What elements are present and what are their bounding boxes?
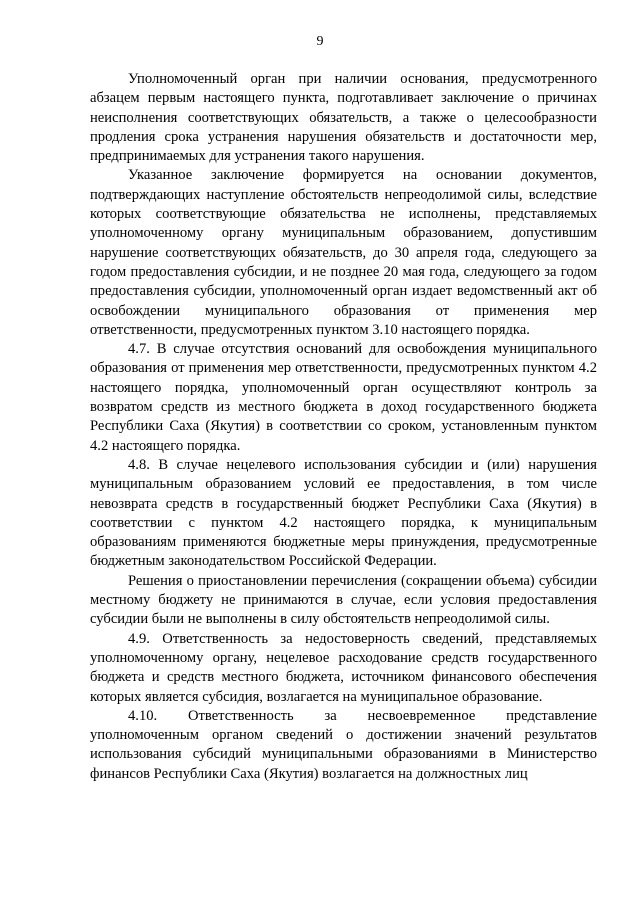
paragraph: Уполномоченный орган при наличии основания, предусмотренного абзацем первым настоящего пункта, подготавливает заключение о причинах неисполнения соответствующих обязательств, а также о целесообразности продления срока устранения нарушения обязательств и достаточности мер, предпринимаемых для устранения такого нарушения. — [90, 71, 597, 165]
paragraph: 4.10. Ответственность за несвоевременное представление уполномоченным органом сведений о достижении значений результатов использования субсидий муниципальными образованиями в Министерство финансов Республики Саха (Якутия) возлагается на должностных лиц — [90, 707, 597, 782]
paragraph: 4.8. В случае нецелевого использования субсидии и (или) нарушения муниципальным образованием условий ее предоставления, в том числе невозврата средств в государственный бюджет Республики Саха (Якутия) в соответствии с пунктом 4.2 настоящего порядка, к муниципальным образованиям применяются бюджетные меры принуждения, предусмотренные бюджетным законодательством Российской Федерации. — [90, 456, 597, 570]
paragraph: 4.9. Ответственность за недостоверность сведений, представляемых уполномоченному органу, нецелевое расходование средств государственного бюджета и средств местного бюджета, источником финансового обеспечения которых является субсидия, возлагается на муниципальное образование. — [90, 630, 597, 705]
paragraph: Решения о приостановлении перечисления (сокращении объема) субсидии местному бюджету не принимаются в случае, если условия предоставления субсидии были не выполнены в силу обстоятельств непреодолимой силы. — [90, 572, 597, 628]
page-number: 9 — [316, 34, 324, 49]
paragraph: Указанное заключение формируется на основании документов, подтверждающих наступление обстоятельств непреодолимой силы, вследствие которых соответствующие обязательства не исполнены, представляемых уполномоченному органу муниципальным образованием, допустившим нарушение соответствующих обязательств, до 30 апреля года, следующего за годом предоставления субсидии, и не позднее 20 мая года, следующего за годом предоставления субсидии, уполномоченный орган издает ведомственный акт об освобождении муниципального образования от применения мер ответственности, предусмотренных пунктом 3.10 настоящего порядка. — [90, 167, 597, 338]
paragraph: 4.7. В случае отсутствия оснований для освобождения муниципального образования от применения мер ответственности, предусмотренных пунктом 4.2 настоящего порядка, уполномоченный орган осуществляют контроль за возвратом средств из местного бюджета в доход государственного бюджета Республики Саха (Якутия) в соответствии со сроком, установленным пунктом 4.2 настоящего порядка. — [90, 341, 597, 454]
document-body — [90, 70, 597, 784]
